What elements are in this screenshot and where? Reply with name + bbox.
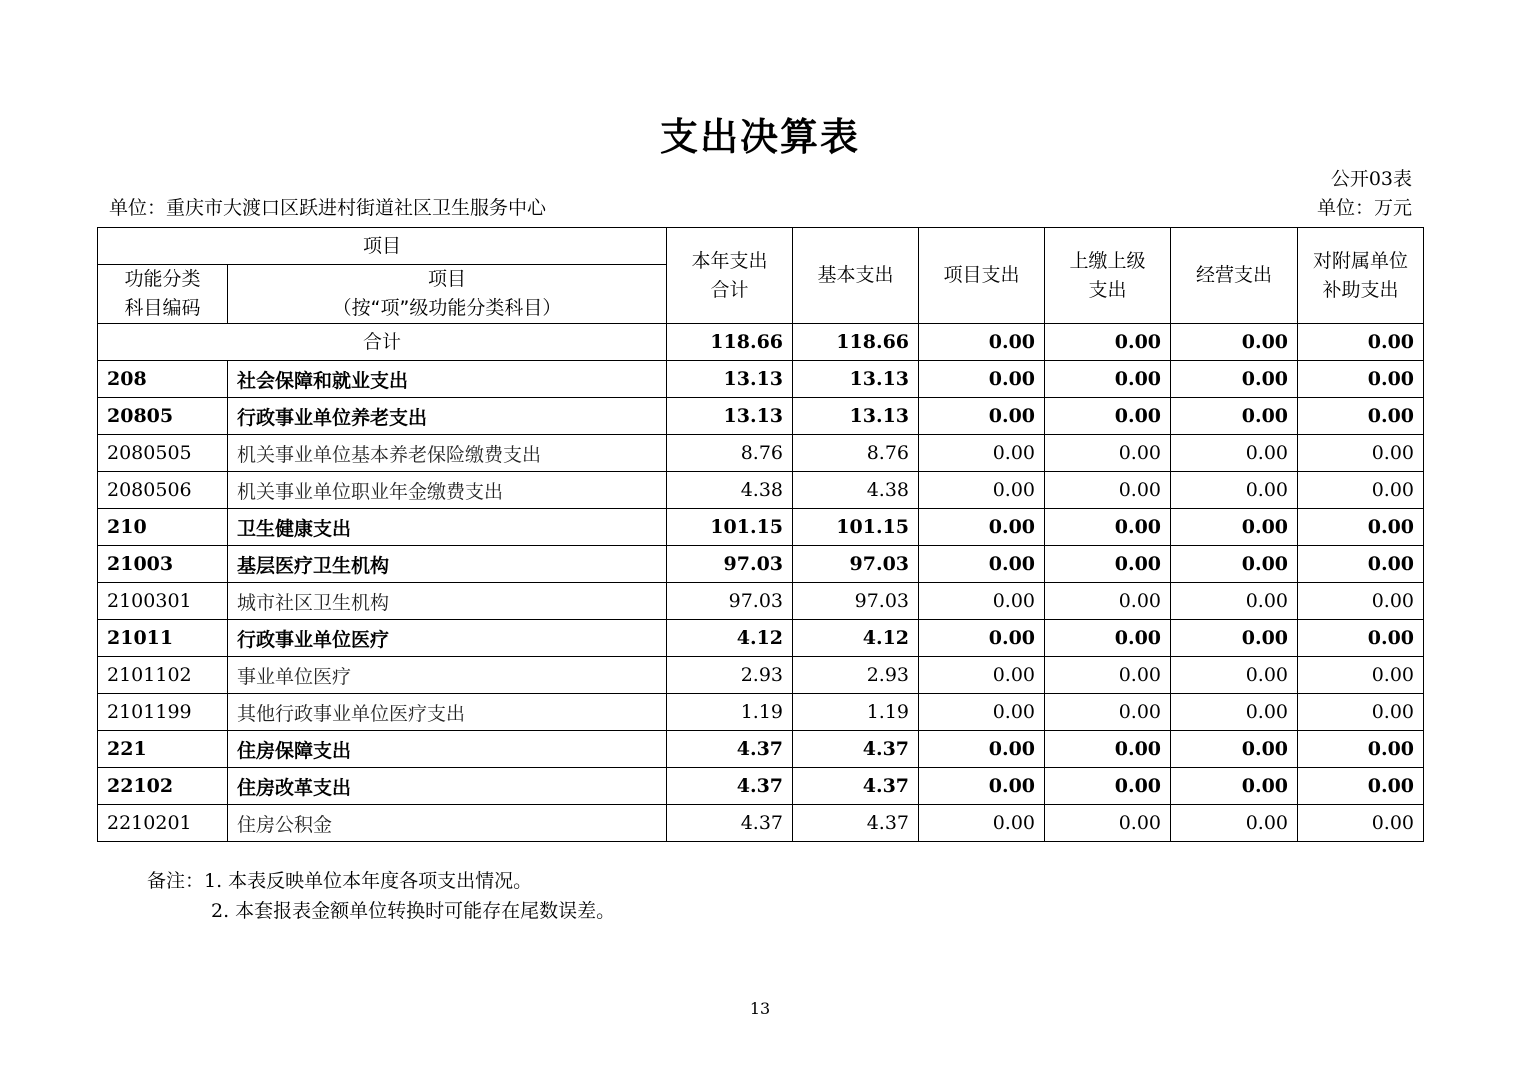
row-name: 机关事业单位职业年金缴费支出 — [228, 472, 667, 509]
total-row — [98, 324, 1424, 361]
row-name: 住房公积金 — [228, 805, 667, 842]
row-basic: 13.13 — [793, 361, 919, 398]
table-row — [98, 620, 1424, 657]
table-row — [98, 694, 1424, 731]
row-subsidy: 0.00 — [1298, 509, 1424, 546]
row-basic: 97.03 — [793, 546, 919, 583]
row-basic: 101.15 — [793, 509, 919, 546]
row-basic: 4.37 — [793, 768, 919, 805]
table-row — [98, 768, 1424, 805]
row-code: 2101102 — [98, 657, 228, 694]
header-name-line1: 项目 — [428, 268, 467, 290]
row-turnover: 0.00 — [1045, 731, 1171, 768]
row-operating: 0.00 — [1171, 546, 1298, 583]
row-basic: 4.12 — [793, 620, 919, 657]
header-project: 项目支出 — [919, 228, 1045, 324]
row-code: 20805 — [98, 398, 228, 435]
row-total: 97.03 — [667, 583, 793, 620]
table-row — [98, 435, 1424, 472]
row-total: 4.37 — [667, 768, 793, 805]
row-turnover: 0.00 — [1045, 472, 1171, 509]
row-total: 4.37 — [667, 805, 793, 842]
row-project: 0.00 — [919, 731, 1045, 768]
row-operating: 0.00 — [1171, 472, 1298, 509]
total-subsidy: 0.00 — [1298, 324, 1424, 361]
header-code-line1: 功能分类 — [124, 268, 201, 290]
row-turnover: 0.00 — [1045, 768, 1171, 805]
row-project: 0.00 — [919, 694, 1045, 731]
row-operating: 0.00 — [1171, 509, 1298, 546]
table-row — [98, 398, 1424, 435]
header-total — [667, 228, 793, 324]
total-basic: 118.66 — [793, 324, 919, 361]
header-subsidy-line1: 对附属单位 — [1313, 249, 1409, 272]
row-name: 住房保障支出 — [228, 731, 667, 768]
row-total: 4.12 — [667, 620, 793, 657]
note-line-2: 2. 本套报表金额单位转换时可能存在尾数误差。 — [211, 900, 616, 922]
form-number: 公开03表 — [1330, 168, 1412, 190]
table-row — [98, 509, 1424, 546]
row-operating: 0.00 — [1171, 731, 1298, 768]
row-total: 4.37 — [667, 731, 793, 768]
header-code — [98, 265, 228, 324]
row-code: 2210201 — [98, 805, 228, 842]
row-operating: 0.00 — [1171, 361, 1298, 398]
row-total: 1.19 — [667, 694, 793, 731]
row-name: 基层医疗卫生机构 — [228, 546, 667, 583]
row-operating: 0.00 — [1171, 657, 1298, 694]
row-code: 21011 — [98, 620, 228, 657]
row-project: 0.00 — [919, 583, 1045, 620]
row-turnover: 0.00 — [1045, 435, 1171, 472]
total-operating: 0.00 — [1171, 324, 1298, 361]
row-name: 行政事业单位医疗 — [228, 620, 667, 657]
row-name: 行政事业单位养老支出 — [228, 398, 667, 435]
row-turnover: 0.00 — [1045, 509, 1171, 546]
row-project: 0.00 — [919, 768, 1045, 805]
total-project: 0.00 — [919, 324, 1045, 361]
row-name: 事业单位医疗 — [228, 657, 667, 694]
row-name: 住房改革支出 — [228, 768, 667, 805]
header-turnover — [1045, 228, 1171, 324]
row-name: 机关事业单位基本养老保险缴费支出 — [228, 435, 667, 472]
row-total: 101.15 — [667, 509, 793, 546]
header-item-group: 项目 — [98, 228, 667, 265]
row-basic: 13.13 — [793, 398, 919, 435]
table-row — [98, 657, 1424, 694]
row-operating: 0.00 — [1171, 805, 1298, 842]
header-code-line2: 科目编码 — [124, 297, 201, 319]
table-row — [98, 805, 1424, 842]
row-basic: 4.37 — [793, 805, 919, 842]
row-code: 2100301 — [98, 583, 228, 620]
header-turnover-line1: 上缴上级 — [1069, 249, 1146, 272]
row-code: 2080505 — [98, 435, 228, 472]
row-subsidy: 0.00 — [1298, 768, 1424, 805]
table-row — [98, 583, 1424, 620]
row-code: 2080506 — [98, 472, 228, 509]
row-subsidy: 0.00 — [1298, 657, 1424, 694]
total-total: 118.66 — [667, 324, 793, 361]
row-code: 210 — [98, 509, 228, 546]
table-row — [98, 361, 1424, 398]
row-code: 208 — [98, 361, 228, 398]
reporting-unit: 单位：重庆市大渡口区跃进村街道社区卫生服务中心 — [109, 197, 547, 219]
row-total: 4.38 — [667, 472, 793, 509]
header-operating: 经营支出 — [1171, 228, 1298, 324]
header-name — [228, 265, 667, 324]
row-turnover: 0.00 — [1045, 694, 1171, 731]
row-code: 22102 — [98, 768, 228, 805]
row-subsidy: 0.00 — [1298, 435, 1424, 472]
row-basic: 8.76 — [793, 435, 919, 472]
row-name: 社会保障和就业支出 — [228, 361, 667, 398]
row-turnover: 0.00 — [1045, 657, 1171, 694]
row-project: 0.00 — [919, 398, 1045, 435]
header-subsidy — [1298, 228, 1424, 324]
note-line-1: 备注：1. 本表反映单位本年度各项支出情况。 — [147, 870, 533, 892]
row-total: 97.03 — [667, 546, 793, 583]
row-project: 0.00 — [919, 546, 1045, 583]
row-operating: 0.00 — [1171, 583, 1298, 620]
row-turnover: 0.00 — [1045, 546, 1171, 583]
row-code: 2101199 — [98, 694, 228, 731]
total-label: 合计 — [98, 324, 667, 361]
row-basic: 2.93 — [793, 657, 919, 694]
row-project: 0.00 — [919, 361, 1045, 398]
row-name: 城市社区卫生机构 — [228, 583, 667, 620]
page-number: 13 — [749, 999, 771, 1018]
table-row — [98, 472, 1424, 509]
row-operating: 0.00 — [1171, 435, 1298, 472]
row-subsidy: 0.00 — [1298, 546, 1424, 583]
row-total: 13.13 — [667, 361, 793, 398]
row-operating: 0.00 — [1171, 694, 1298, 731]
row-turnover: 0.00 — [1045, 398, 1171, 435]
row-subsidy: 0.00 — [1298, 472, 1424, 509]
header-basic: 基本支出 — [793, 228, 919, 324]
row-subsidy: 0.00 — [1298, 620, 1424, 657]
header-turnover-line2: 支出 — [1088, 278, 1127, 301]
row-project: 0.00 — [919, 805, 1045, 842]
row-name: 卫生健康支出 — [228, 509, 667, 546]
row-basic: 4.38 — [793, 472, 919, 509]
row-turnover: 0.00 — [1045, 583, 1171, 620]
row-project: 0.00 — [919, 472, 1045, 509]
row-basic: 97.03 — [793, 583, 919, 620]
row-project: 0.00 — [919, 435, 1045, 472]
header-row-1 — [98, 228, 1424, 265]
row-subsidy: 0.00 — [1298, 361, 1424, 398]
currency-unit: 单位：万元 — [1316, 197, 1412, 219]
row-operating: 0.00 — [1171, 620, 1298, 657]
row-subsidy: 0.00 — [1298, 583, 1424, 620]
row-turnover: 0.00 — [1045, 620, 1171, 657]
header-subsidy-line2: 补助支出 — [1322, 278, 1399, 301]
row-subsidy: 0.00 — [1298, 398, 1424, 435]
page-title: 支出决算表 — [659, 115, 860, 159]
row-name: 其他行政事业单位医疗支出 — [228, 694, 667, 731]
row-project: 0.00 — [919, 509, 1045, 546]
row-subsidy: 0.00 — [1298, 805, 1424, 842]
row-project: 0.00 — [919, 657, 1045, 694]
row-project: 0.00 — [919, 620, 1045, 657]
row-operating: 0.00 — [1171, 398, 1298, 435]
row-code: 21003 — [98, 546, 228, 583]
row-turnover: 0.00 — [1045, 805, 1171, 842]
row-total: 2.93 — [667, 657, 793, 694]
expenditure-table — [97, 227, 1424, 842]
row-code: 221 — [98, 731, 228, 768]
table-row — [98, 546, 1424, 583]
row-turnover: 0.00 — [1045, 361, 1171, 398]
total-turnover: 0.00 — [1045, 324, 1171, 361]
row-total: 8.76 — [667, 435, 793, 472]
header-total-line2: 合计 — [710, 278, 749, 301]
row-total: 13.13 — [667, 398, 793, 435]
row-basic: 1.19 — [793, 694, 919, 731]
header-total-line1: 本年支出 — [691, 249, 768, 272]
row-subsidy: 0.00 — [1298, 731, 1424, 768]
header-name-line2: （按“项”级功能分类科目） — [332, 297, 562, 319]
row-basic: 4.37 — [793, 731, 919, 768]
row-subsidy: 0.00 — [1298, 694, 1424, 731]
row-operating: 0.00 — [1171, 768, 1298, 805]
table-row — [98, 731, 1424, 768]
